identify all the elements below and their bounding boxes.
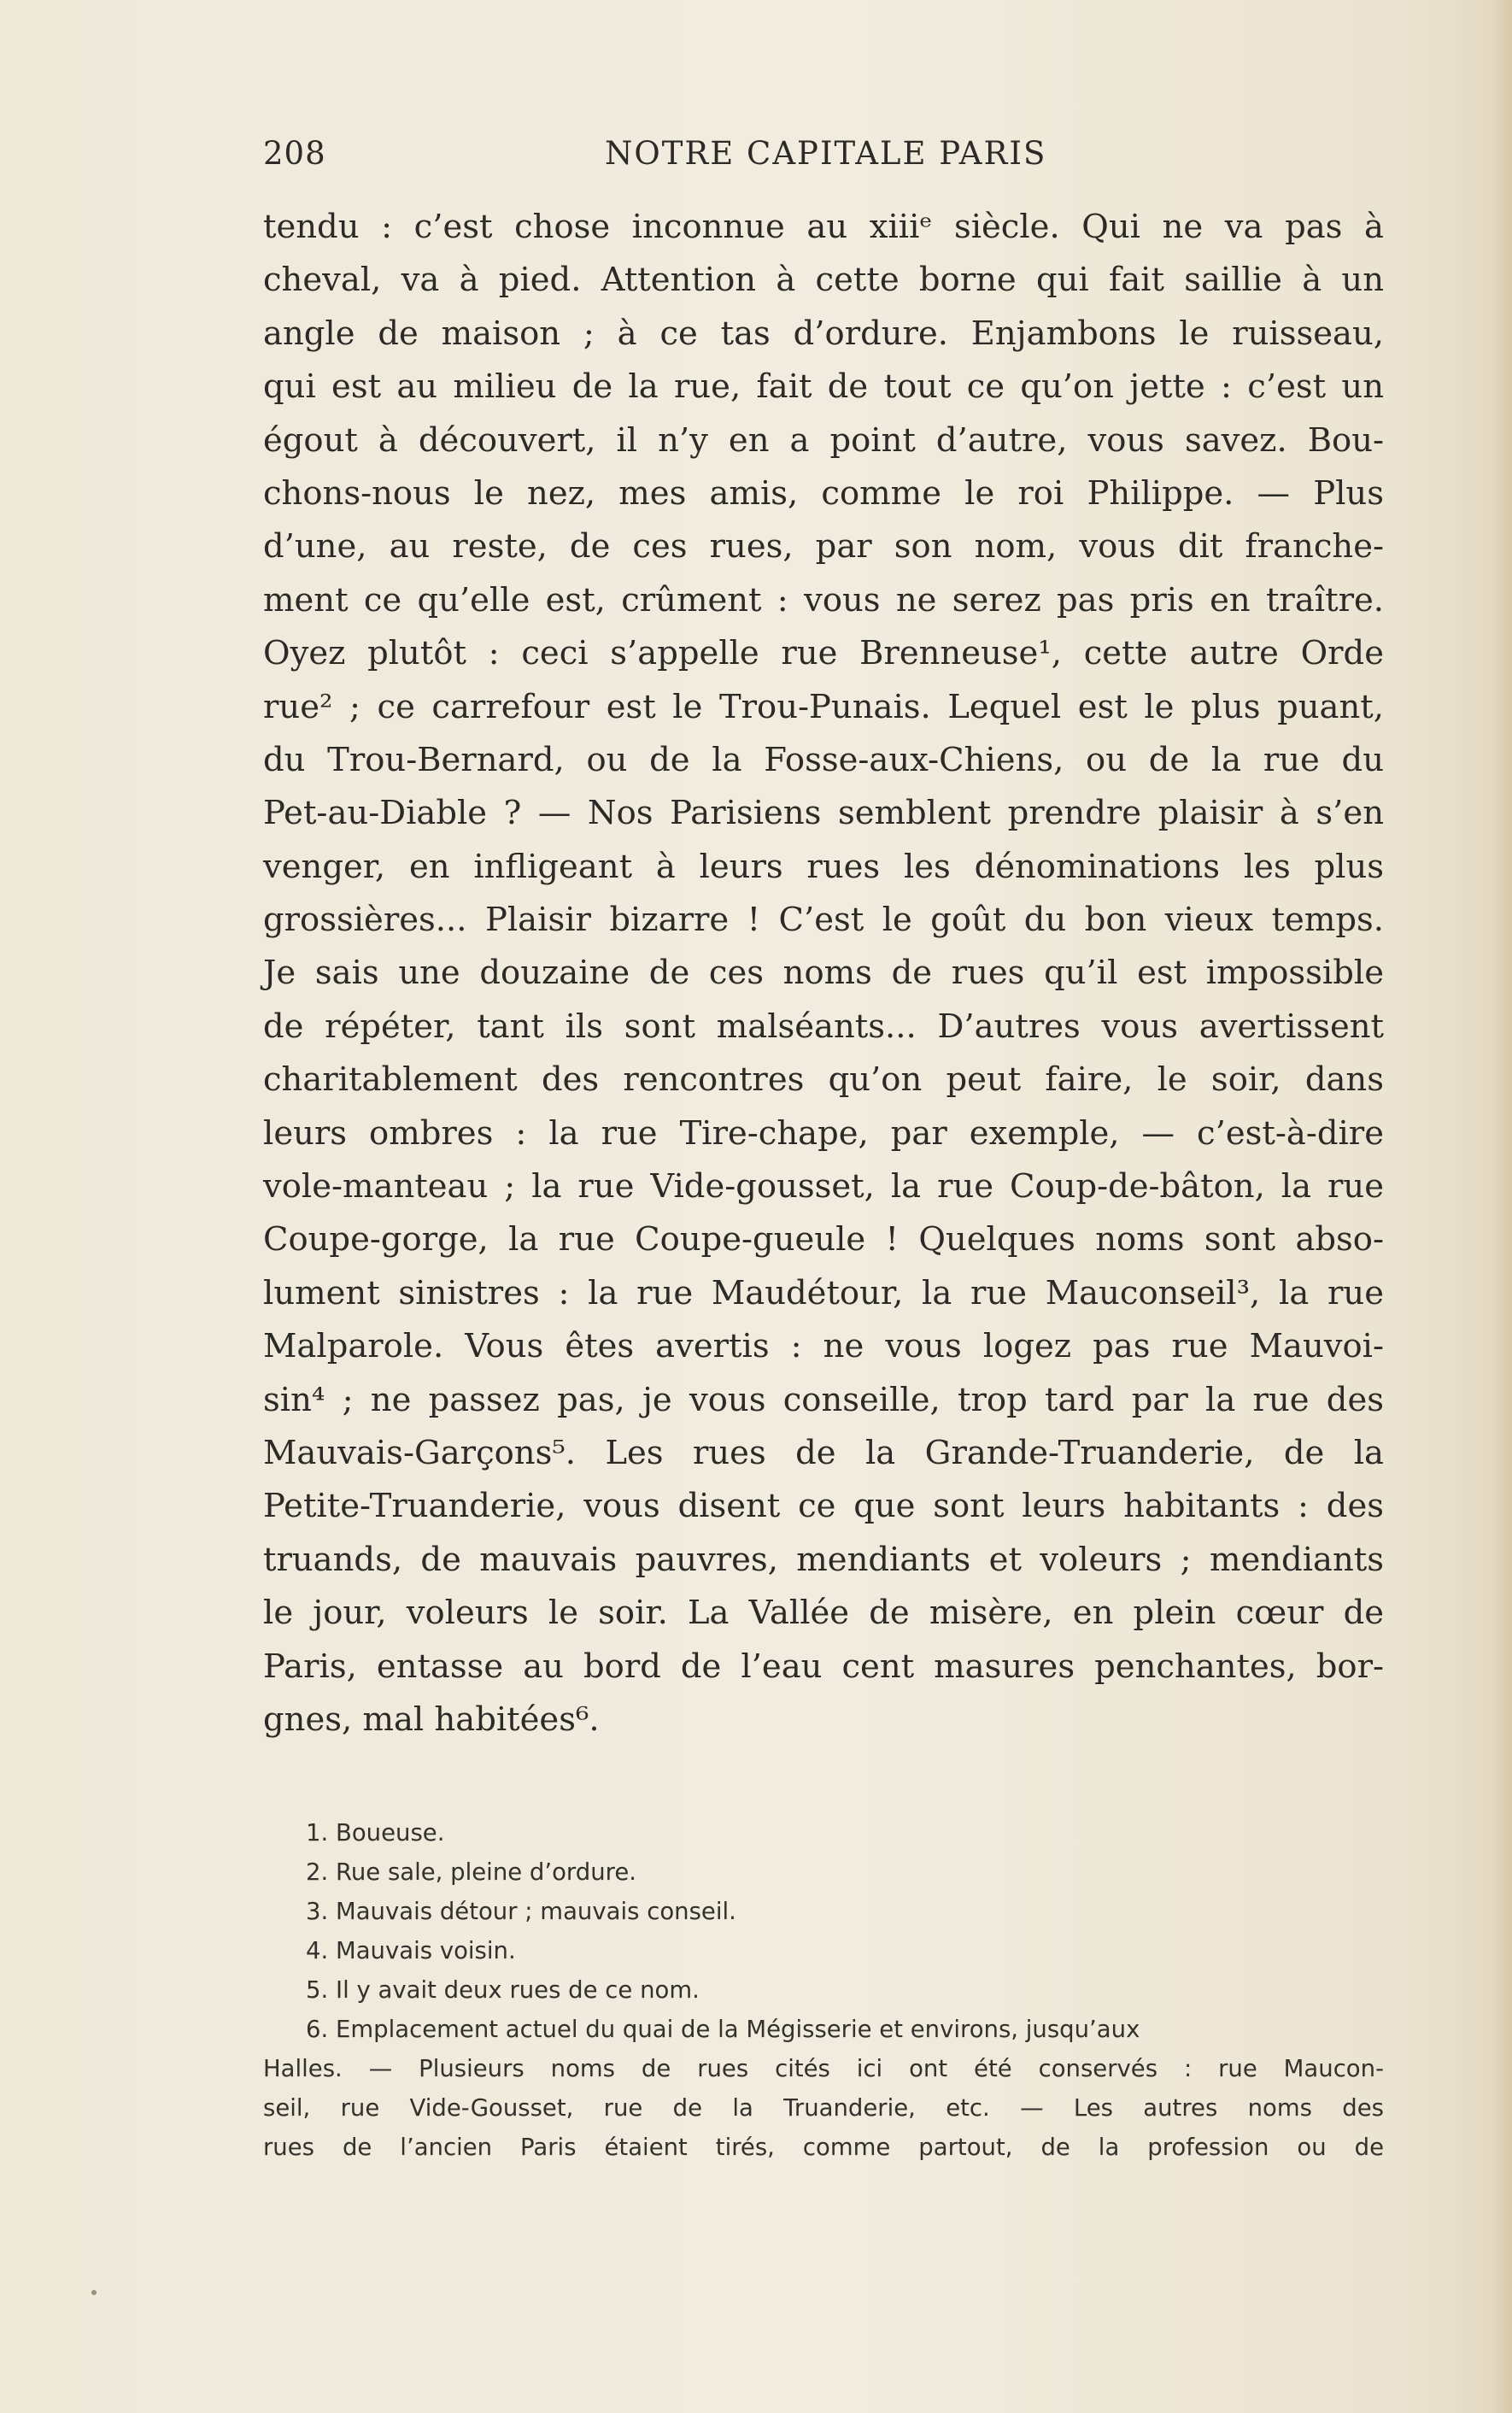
body-line: Petite-Truanderie, vous disent ce que sont leurs habitants : des	[263, 1487, 1384, 1526]
footnote-5: 5. Il y avait deux rues de ce nom.	[306, 1976, 700, 2004]
body-line: le jour, voleurs le soir. La Vallée de misère, en plein cœur de	[263, 1594, 1384, 1633]
footnotes	[263, 1813, 1384, 2167]
body-line: Paris, entasse au bord de l’eau cent masures penchantes, bor-	[263, 1647, 1384, 1686]
page-edge-shadow	[1490, 0, 1512, 2413]
footnote-2: 2. Rue sale, pleine d’ordure.	[306, 1858, 637, 1886]
footnote-4: 4. Mauvais voisin.	[306, 1937, 516, 1964]
body-line: Coupe-gorge, la rue Coupe-gueule ! Quelques noms sont abso-	[263, 1220, 1384, 1259]
body-line: truands, de mauvais pauvres, mendiants et voleurs ; mendiants	[263, 1540, 1384, 1579]
body-line: chons-nous le nez, mes amis, comme le roi Philippe. — Plus	[263, 473, 1384, 513]
body-line: du Trou-Bernard, ou de la Fosse-aux-Chiens, ou de la rue du	[263, 740, 1384, 779]
body-line: qui est au milieu de la rue, fait de tout ce qu’on jette : c’est un	[263, 367, 1384, 407]
body-line: ment ce qu’elle est, crûment : vous ne serez pas pris en traître.	[263, 580, 1384, 619]
body-line: charitablement des rencontres qu’on peut faire, le soir, dans	[263, 1060, 1384, 1100]
body-line: de répéter, tant ils sont malséants... D’autres vous avertissent	[263, 1007, 1384, 1046]
body-text	[263, 201, 1384, 1747]
body-line: Pet-au-Diable ? — Nos Parisiens semblent prendre plaisir à s’en	[263, 794, 1384, 833]
footnote-6-continuation: seil, rue Vide-Gousset, rue de la Truanderie, etc. — Les autres noms des	[263, 2094, 1384, 2122]
footnote-1: 1. Boueuse.	[306, 1819, 445, 1846]
footnote-3: 3. Mauvais détour ; mauvais conseil.	[306, 1898, 736, 1925]
body-line: venger, en infligeant à leurs rues les dénominations les plus	[263, 847, 1384, 886]
body-line: grossières... Plaisir bizarre ! C’est le goût du bon vieux temps.	[263, 901, 1384, 940]
page-number: 208	[263, 135, 326, 172]
body-line: d’une, au reste, de ces rues, par son nom, vous dit franche-	[263, 527, 1384, 567]
body-line: cheval, va à pied. Attention à cette borne qui fait saillie à un	[263, 261, 1384, 300]
body-line: Mauvais-Garçons⁵. Les rues de la Grande-Truanderie, de la	[263, 1433, 1384, 1472]
body-line: égout à découvert, il n’y en a point d’autre, vous savez. Bou-	[263, 420, 1384, 460]
footnote-6: 6. Emplacement actuel du quai de la Mégisserie et environs, jusqu’aux	[306, 2016, 1140, 2043]
body-line: rue² ; ce carrefour est le Trou-Punais. Lequel est le plus puant,	[263, 687, 1384, 726]
body-line: Oyez plutôt : ceci s’appelle rue Brenneuse¹, cette autre Orde	[263, 634, 1384, 673]
page-speck	[91, 2290, 97, 2295]
body-line: leurs ombres : la rue Tire-chape, par exemple, — c’est-à-dire	[263, 1113, 1384, 1153]
running-title: NOTRE CAPITALE PARIS	[605, 135, 1047, 172]
running-header	[263, 135, 1384, 178]
body-line: tendu : c’est chose inconnue au xiiiᵉ siècle. Qui ne va pas à	[263, 208, 1384, 246]
body-line: gnes, mal habitées⁶.	[263, 1700, 600, 1739]
body-line: vole-manteau ; la rue Vide-gousset, la rue Coup-de-bâton, la rue	[263, 1167, 1384, 1206]
body-line: angle de maison ; à ce tas d’ordure. Enjambons le ruisseau,	[263, 314, 1384, 353]
body-line: sin⁴ ; ne passez pas, je vous conseille, trop tard par la rue des	[263, 1380, 1384, 1419]
body-line: Malparole. Vous êtes avertis : ne vous logez pas rue Mauvoi-	[263, 1327, 1384, 1366]
body-line: lument sinistres : la rue Maudétour, la rue Mauconseil³, la rue	[263, 1273, 1384, 1312]
footnote-6-continuation: rues de l’ancien Paris étaient tirés, comme partout, de la profession ou de	[263, 2134, 1384, 2161]
footnote-6-continuation: Halles. — Plusieurs noms de rues cités ici ont été conservés : rue Maucon-	[263, 2055, 1384, 2082]
body-line: Je sais une douzaine de ces noms de rues qu’il est impossible	[263, 954, 1384, 993]
